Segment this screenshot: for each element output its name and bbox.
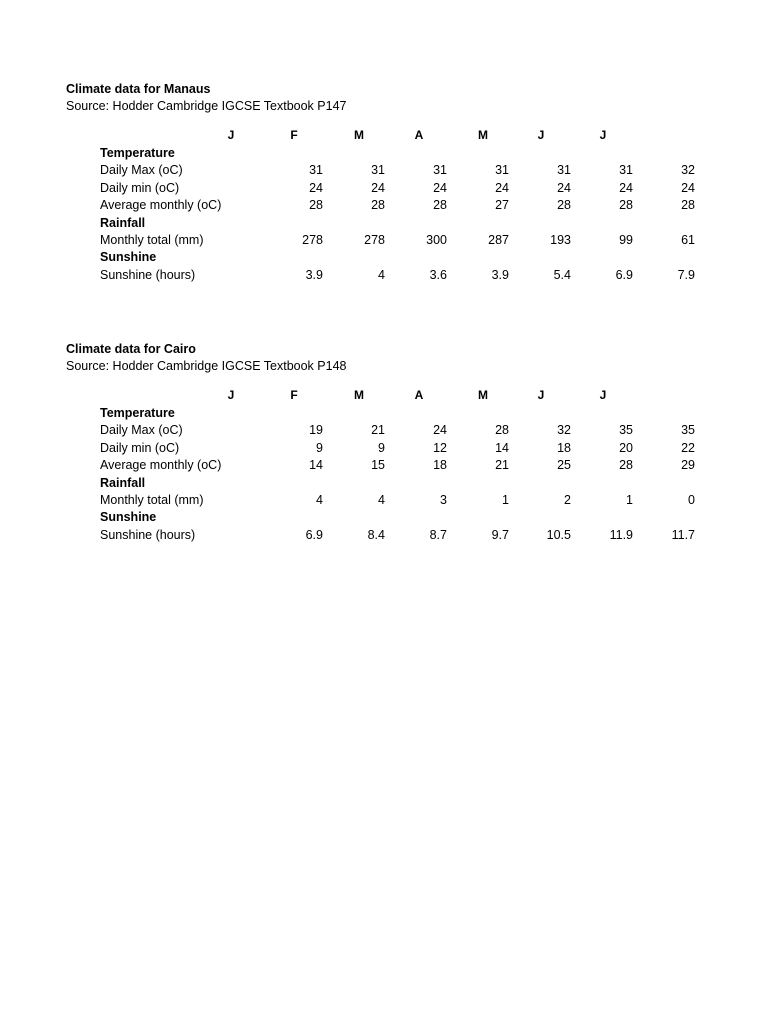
table-cell: 9 bbox=[378, 440, 385, 455]
table-cell: 8.4 bbox=[367, 527, 385, 542]
table-cell: 24 bbox=[433, 180, 447, 195]
table-source: Source: Hodder Cambridge IGCSE Textbook P147 bbox=[66, 99, 347, 113]
table-cell: 11.7 bbox=[671, 527, 695, 542]
month-header: J bbox=[227, 388, 235, 402]
table-cell: 25 bbox=[557, 458, 571, 473]
section-heading: Rainfall bbox=[100, 475, 146, 490]
table-cell: 6.9 bbox=[305, 527, 323, 542]
table-row bbox=[100, 457, 695, 474]
table-cell: 3.9 bbox=[305, 267, 323, 282]
table-cell: 278 bbox=[364, 232, 385, 247]
table-cell: 5.4 bbox=[553, 267, 571, 282]
table-row bbox=[100, 162, 695, 179]
row-label: Daily min (oC) bbox=[100, 180, 180, 195]
table-row bbox=[100, 197, 695, 214]
table-cell: 10.5 bbox=[546, 527, 571, 542]
table-cell: 3 bbox=[440, 492, 447, 507]
table-cell: 1 bbox=[626, 492, 633, 507]
month-header: A bbox=[414, 128, 424, 142]
month-header: M bbox=[354, 388, 364, 402]
table-cell: 300 bbox=[426, 232, 447, 247]
table-cell: 18 bbox=[433, 458, 447, 473]
month-header: M bbox=[478, 388, 488, 402]
table-cell: 4 bbox=[378, 267, 385, 282]
table-cell: 287 bbox=[488, 232, 509, 247]
table-cell: 21 bbox=[495, 458, 509, 473]
table-cell: 193 bbox=[550, 232, 571, 247]
row-label: Daily Max (oC) bbox=[100, 163, 183, 178]
table-cell: 19 bbox=[309, 423, 323, 438]
row-label: Average monthly (oC) bbox=[100, 458, 222, 473]
month-header: A bbox=[414, 388, 424, 402]
table-cell: 24 bbox=[309, 180, 323, 195]
table-source: Source: Hodder Cambridge IGCSE Textbook P148 bbox=[66, 359, 347, 373]
table-cell: 35 bbox=[681, 423, 695, 438]
section-heading: Sunshine bbox=[100, 510, 157, 525]
section-heading-row bbox=[100, 405, 680, 422]
table-cell: 99 bbox=[619, 232, 633, 247]
table-row bbox=[100, 440, 695, 457]
month-header: M bbox=[354, 128, 364, 142]
table-cell: 18 bbox=[557, 440, 571, 455]
table-cell: 6.9 bbox=[615, 267, 633, 282]
table-cell: 9 bbox=[316, 440, 323, 455]
month-header: J bbox=[537, 388, 545, 402]
table-row bbox=[100, 492, 695, 509]
table-cell: 28 bbox=[495, 423, 509, 438]
section-heading-row bbox=[100, 215, 680, 232]
section-heading-row bbox=[100, 249, 680, 266]
table-cell: 28 bbox=[681, 198, 695, 213]
table-cell: 2 bbox=[564, 492, 571, 507]
table-cell: 4 bbox=[378, 492, 385, 507]
month-header: J bbox=[537, 128, 545, 142]
row-label: Sunshine (hours) bbox=[100, 527, 196, 542]
table-cell: 3.9 bbox=[491, 267, 509, 282]
table-row bbox=[100, 527, 695, 544]
table-cell: 3.6 bbox=[429, 267, 447, 282]
table-cell: 9.7 bbox=[491, 527, 509, 542]
table-cell: 11.9 bbox=[609, 527, 633, 542]
section-heading: Temperature bbox=[100, 406, 175, 420]
table-row bbox=[100, 267, 695, 284]
row-label: Daily Max (oC) bbox=[100, 423, 183, 438]
row-label: Average monthly (oC) bbox=[100, 198, 222, 213]
table-cell: 31 bbox=[309, 163, 323, 178]
table-cell: 24 bbox=[557, 180, 571, 195]
section-heading: Rainfall bbox=[100, 215, 146, 230]
table-cell: 29 bbox=[681, 458, 695, 473]
table-cell: 15 bbox=[371, 458, 385, 473]
row-label: Daily min (oC) bbox=[100, 440, 180, 455]
table-cell: 8.7 bbox=[429, 527, 447, 542]
month-header: J bbox=[599, 128, 607, 142]
section-heading: Temperature bbox=[100, 146, 175, 160]
table-cell: 24 bbox=[681, 180, 695, 195]
table-cell: 32 bbox=[557, 423, 571, 438]
table-cell: 31 bbox=[557, 163, 571, 178]
table-body bbox=[100, 145, 695, 284]
table-cell: 28 bbox=[619, 458, 633, 473]
table-cell: 31 bbox=[433, 163, 447, 178]
section-heading-row bbox=[100, 509, 680, 526]
table-cell: 12 bbox=[433, 440, 447, 455]
section-heading-row bbox=[100, 475, 680, 492]
month-header: J bbox=[227, 128, 235, 142]
table-row bbox=[100, 422, 695, 439]
table-cell: 31 bbox=[371, 163, 385, 178]
table-cell: 27 bbox=[495, 198, 509, 213]
month-header: F bbox=[290, 128, 298, 142]
table-cell: 278 bbox=[302, 232, 323, 247]
section-heading-row bbox=[100, 145, 680, 162]
table-cell: 31 bbox=[495, 163, 509, 178]
table-cell: 28 bbox=[309, 198, 323, 213]
section-heading: Sunshine bbox=[100, 250, 157, 265]
table-title: Climate data for Cairo bbox=[66, 342, 196, 356]
table-row bbox=[100, 232, 695, 249]
table-cell: 32 bbox=[681, 163, 695, 178]
table-cell: 24 bbox=[495, 180, 509, 195]
month-header: J bbox=[599, 388, 607, 402]
table-cell: 24 bbox=[619, 180, 633, 195]
row-label: Sunshine (hours) bbox=[100, 267, 196, 282]
table-cell: 21 bbox=[371, 423, 385, 438]
table-cell: 28 bbox=[619, 198, 633, 213]
table-cell: 14 bbox=[495, 440, 509, 455]
month-header: F bbox=[290, 388, 298, 402]
table-cell: 61 bbox=[681, 232, 695, 247]
table-cell: 24 bbox=[371, 180, 385, 195]
table-cell: 28 bbox=[371, 198, 385, 213]
row-label: Monthly total (mm) bbox=[100, 492, 204, 507]
table-cell: 24 bbox=[433, 423, 447, 438]
table-cell: 7.9 bbox=[677, 267, 695, 282]
table-cell: 28 bbox=[557, 198, 571, 213]
table-cell: 35 bbox=[619, 423, 633, 438]
table-row bbox=[100, 180, 695, 197]
table-body bbox=[100, 405, 695, 544]
table-cell: 0 bbox=[688, 492, 695, 507]
table-cell: 4 bbox=[316, 492, 323, 507]
table-cell: 22 bbox=[681, 440, 695, 455]
table-cell: 28 bbox=[433, 198, 447, 213]
table-cell: 14 bbox=[309, 458, 323, 473]
table-cell: 1 bbox=[502, 492, 509, 507]
table-cell: 20 bbox=[619, 440, 633, 455]
month-header-row bbox=[66, 388, 666, 405]
row-label: Monthly total (mm) bbox=[100, 232, 204, 247]
table-cell: 31 bbox=[619, 163, 633, 178]
month-header-row bbox=[66, 128, 666, 145]
table-title: Climate data for Manaus bbox=[66, 82, 211, 96]
month-header: M bbox=[478, 128, 488, 142]
